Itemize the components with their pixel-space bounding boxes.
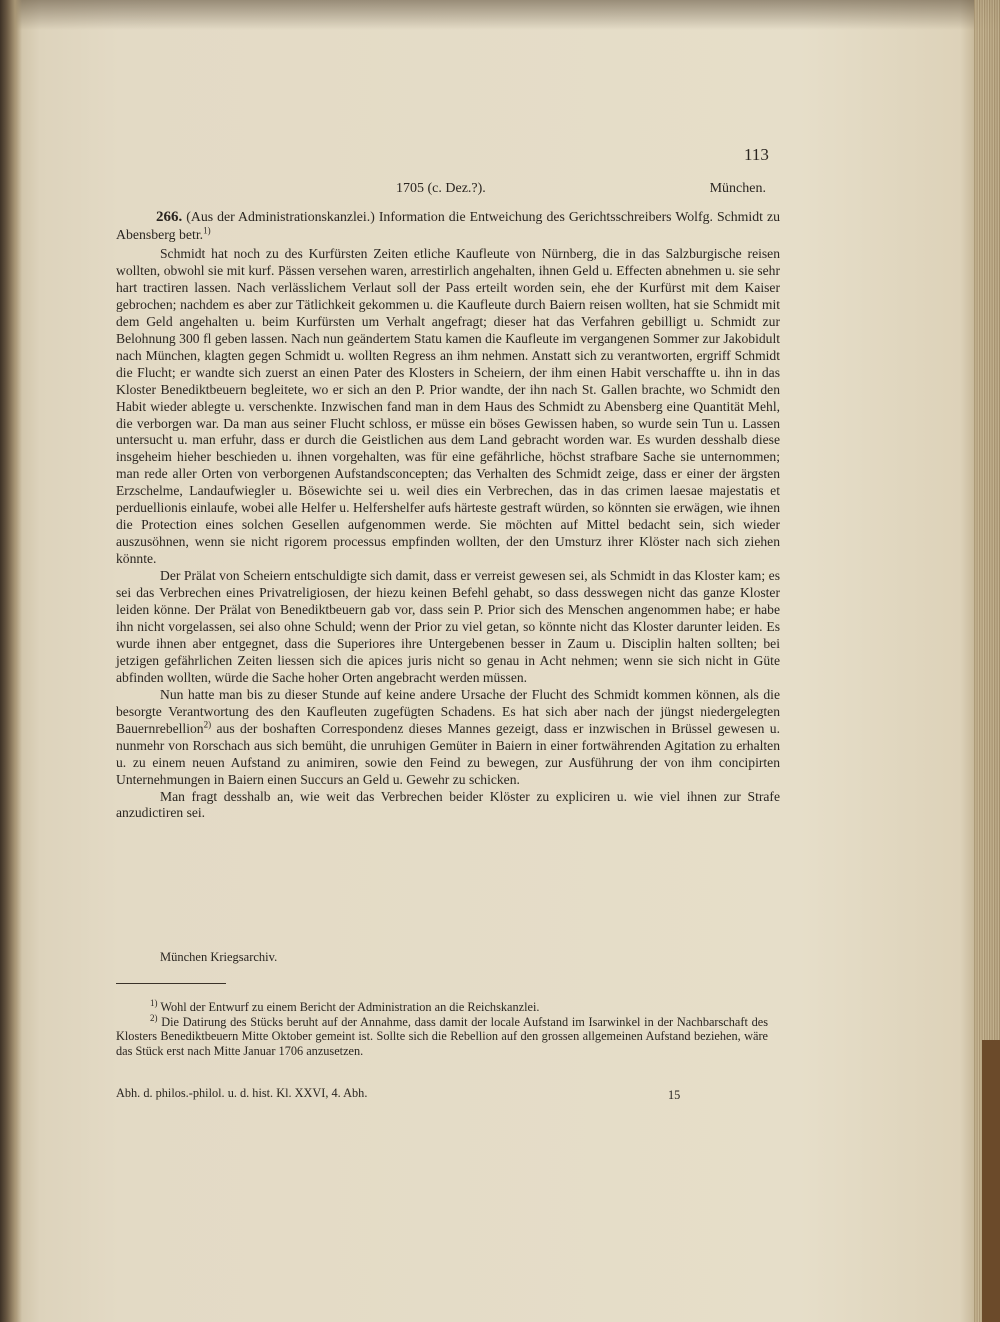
document-header [116, 181, 766, 199]
document-heading [116, 208, 780, 243]
document-number: 266. [156, 209, 183, 225]
footnote-ref-2: 2) [203, 719, 212, 730]
scan-ruler [982, 1040, 1000, 1322]
body-text [116, 246, 780, 822]
book-spine-edge [0, 0, 22, 1322]
header-date: 1705 (c. Dez.?). [396, 181, 486, 196]
paragraph-3-rest: aus der boshaften Correspondenz dieses Mannes gezeigt, dass er inzwischen in Brüssel gewesen u. nunmehr von Rorschach aus sich bemüht, die unruhigen Gemüter in Baiern in einer fortwährenden Agitation zu erhalten u. zu einem neuen Aufstand zu animiren, sowie den Feind zu bewegen, zur Ausführung der von ihm concipirten Unternehmungen in Baiern einen Succurs an Geld u. Gewehr zu schicken. [116, 720, 780, 787]
footnote-ref-1: 1) [203, 225, 211, 236]
footnote-2 [116, 1012, 768, 1059]
footnote-divider [116, 983, 226, 984]
page-number: 113 [744, 145, 769, 164]
paragraph-1: Schmidt hat noch zu des Kurfürsten Zeiten etliche Kaufleute von Nürnberg, die in das Salzburgische reisen wollten, obwohl sie mit kurf. Pässen versehen waren, arrestirlich angehalten, ihnen Geld u. Effecten abnehmen u. sie sehr hart tractiren lassen. Nach verlässlichem Verlaut soll der Pass erteilt worden sein, ehe der Kurfürst mit dem Kaiser gebrochen; nachdem es aber zur Tätlichkeit gekommen u. die Kaufleute durch Baiern reisen wollten, hat sie Schmidt mit dem Geld angehalten u. beim Kurfürsten um Verhalt angefragt; dieser hat das Verfahren gebilligt u. Schmidt zur Belohnung 300 fl geben lassen. Nach nun geändertem Statu kamen die Kaufleute im vergangenen Sommer zur Jakobidult nach München, klagten gegen Schmidt u. wollten Regress an ihm nehmen. Anstatt sich zu verantworten, ergriff Schmidt die Flucht; er wandte sich zuerst an einen Pater des Klosters in Scheiern, der ihm einen Habit verschaffte u. ihn in das Kloster Benediktbeuern begleitete, wo er sich an den P. Prior wandte, der ihn nach St. Gallen brachte, wo Schmidt den Habit wieder ablegte u. verschenkte. Inzwischen fand man in dem Haus des Schmidt zu Abensberg eine Quantität Mehl, die verborgen war. Da man aus seiner Flucht schloss, er müsse ein böses Gewissen haben, so wurde sein Tun u. Lassen untersucht u. man erfuhr, dass er durch die Geistlichen aus dem Land gebracht worden war. Es wurden desshalb diese insgeheim hieher beschieden u. ihnen vorgehalten, was für eine gefährliche, höchst strafbare Sache sie unternommen; man rede aller Orten von verborgenen Aufstandsconcepten; das Verhalten des Schmidt zeige, dass er einer der ärgsten Erzschelme, Landaufwiegler u. Bösewichte sei u. weil dies ein Verbrechen, das in das crimen laesae majestatis et perduellionis einlaufe, wobei alle Helfer u. Helfershelfer aufs härteste gestraft würden, so könnten sie erwägen, wie ihnen die Protection eines solchen Gesellen aufgenommen werde. Sie möchten auf Mittel bedacht sein, sich wieder auszusöhnen, wenn sie nicht rigorem processus empfinden wollten, der den Umsturz ihrer Klöster nach sich ziehen könnte. [116, 246, 780, 567]
footnote-1-text: Wohl der Entwurf zu einem Bericht der Administration an die Reichskanzlei. [157, 1000, 540, 1014]
paragraph-4: Man fragt desshalb an, wie weit das Verbrechen beider Klöster zu expliciren u. wie viel ihnen zur Strafe anzudictiren sei. [116, 788, 780, 821]
header-place: München. [709, 181, 766, 196]
footnote-1-mark: 1) [150, 997, 158, 1008]
paragraph-3 [116, 687, 780, 789]
footnotes [116, 997, 768, 1058]
page-top-shadow [0, 0, 1000, 30]
archive-source: München Kriegsarchiv. [160, 950, 278, 964]
footer-citation: Abh. d. philos.-philol. u. d. hist. Kl. XXVI, 4. Abh. [116, 1086, 368, 1100]
document-heading-text: (Aus der Administrationskanzlei.) Information die Entweichung des Gerichtsschreibers Wolfg. Schmidt zu Abensberg betr. [116, 209, 780, 242]
footer-signature: 15 [668, 1088, 681, 1102]
footnote-2-mark: 2) [150, 1012, 158, 1023]
paragraph-2: Der Prälat von Scheiern entschuldigte sich damit, dass er verreist gewesen sei, als Schmidt in das Kloster kam; es sei das Verbrechen eines Privatreligiosen, der hiezu keinen Befehl gehabt, so dass desswegen nicht das ganze Kloster leiden könne. Der Prälat von Benediktbeuern gab vor, dass sein P. Prior sich des Menschen angenommen habe; er habe ihn nicht vorgelassen, sei also ohne Schuld; wenn der Prior zu viel getan, so könnte nicht das Kloster darunter leiden. Es wurde ihnen aber entgegnet, dass die Superiores ihre Untergebenen besser in Zaum u. Disciplin halten sollten; bei jetzigen gefährlichen Zeiten liessen sich die apices juris nicht so genau in Acht nehmen; wenn sie sich nicht in Güte abfinden wollten, würde die Sache hoher Orten angebracht werden müssen. [116, 568, 780, 685]
footnote-2-text: Die Datirung des Stücks beruht auf der Annahme, dass damit der locale Aufstand im Isarwinkel in der Nachbarschaft des Klosters Benediktbeuern Mitte Oktober gemeint ist. Sollte sich die Rebellion auf den grossen allgemeinen Aufstand beziehen, wäre das Stück erst nach Mitte Januar 1706 anzusetzen. [116, 1014, 768, 1058]
footnote-1 [116, 997, 768, 1015]
paragraph-3-start: Nun hatte man bis zu dieser Stunde auf keine andere Ursache der Flucht des Schmidt kommen können, als die besorgte Verantwortung des den Kaufleuten zugefügten Schadens. Es hat sich aber nach der jüngst niedergelegten Bauernrebellion [116, 686, 780, 736]
